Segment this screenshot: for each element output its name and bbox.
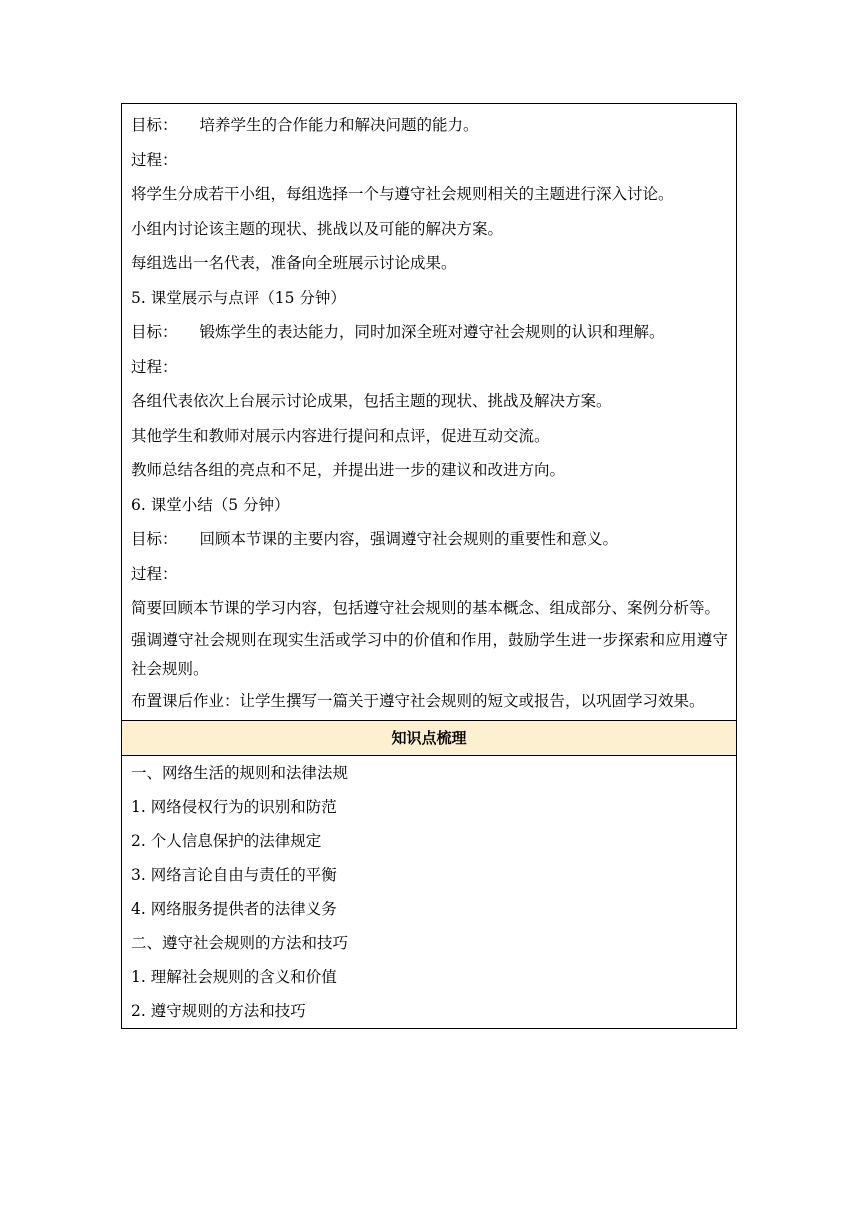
process-label: 过程：: [131, 150, 178, 169]
knowledge-item: 1. 网络侵权行为的识别和防范: [131, 798, 337, 816]
section-heading: 6. 课堂小结（5 分钟）: [131, 495, 290, 514]
process-step: 各组代表依次上台展示讨论成果，包括主题的现状、挑战及解决方案。: [131, 392, 612, 410]
goal-line: [131, 108, 728, 143]
knowledge-item: 1. 理解社会规则的含义和价值: [131, 968, 337, 986]
process-step: 每组选出一名代表，准备向全班展示讨论成果。: [131, 254, 457, 272]
goal-text: 培养学生的合作能力和解决问题的能力。: [199, 116, 479, 134]
knowledge-header: 知识点梳理: [122, 720, 736, 756]
process-paragraph: 简要回顾本节课的学习内容，包括遵守社会规则的基本概念、组成部分、案例分析等。: [131, 599, 721, 617]
goal-label: 目标：: [131, 116, 178, 134]
lesson-process-cell: [122, 104, 736, 720]
knowledge-item: 4. 网络服务提供者的法律义务: [131, 900, 337, 918]
knowledge-item: 一、网络生活的规则和法律法规: [131, 764, 349, 782]
process-paragraph: 强调遵守社会规则在现实生活或学习中的价值和作用，鼓励学生进一步探索和应用遵守社会规则。: [131, 631, 728, 678]
knowledge-item: 2. 个人信息保护的法律规定: [131, 832, 322, 850]
goal-line: [131, 522, 728, 557]
process-step: 教师总结各组的亮点和不足，并提出进一步的建议和改进方向。: [131, 461, 566, 479]
section-heading: 5. 课堂展示与点评（15 分钟）: [131, 288, 346, 307]
knowledge-cell: [122, 756, 736, 1028]
goal-line: [131, 315, 728, 350]
process-label: 过程：: [131, 564, 178, 583]
knowledge-item: 2. 遵守规则的方法和技巧: [131, 1002, 306, 1020]
process-step: 将学生分成若干小组，每组选择一个与遵守社会规则相关的主题进行深入讨论。: [131, 185, 674, 203]
goal-label: 目标：: [131, 530, 178, 548]
process-step: 小组内讨论该主题的现状、挑战以及可能的解决方案。: [131, 219, 504, 238]
goal-text: 回顾本节课的主要内容，强调遵守社会规则的重要性和意义。: [199, 530, 619, 548]
process-paragraph: 布置课后作业：让学生撰写一篇关于遵守社会规则的短文或报告，以巩固学习效果。: [131, 692, 705, 710]
process-step: 其他学生和教师对展示内容进行提问和点评，促进互动交流。: [131, 426, 550, 445]
goal-label: 目标：: [131, 323, 178, 341]
goal-text: 锻炼学生的表达能力，同时加深全班对遵守社会规则的认识和理解。: [199, 323, 665, 341]
lesson-plan-table: [121, 103, 737, 1029]
knowledge-item: 3. 网络言论自由与责任的平衡: [131, 866, 337, 884]
process-label: 过程：: [131, 357, 178, 376]
knowledge-item: 二、遵守社会规则的方法和技巧: [131, 934, 349, 952]
